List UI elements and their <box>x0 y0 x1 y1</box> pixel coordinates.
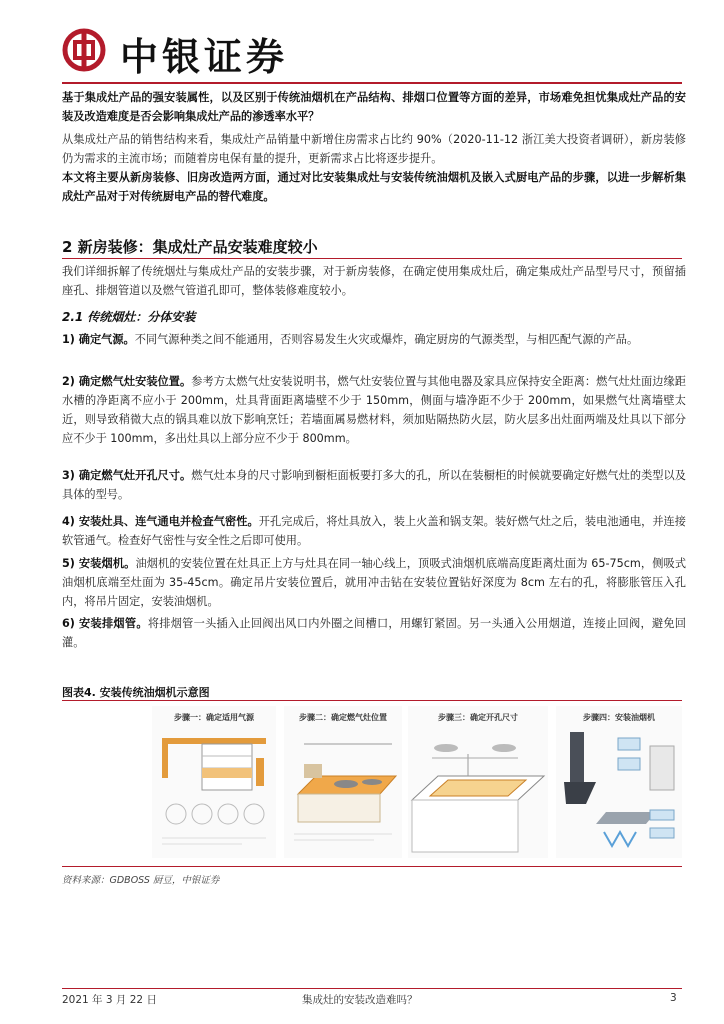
intro-approach: 本文将主要从新房装修、旧房改造两方面，通过对比安装集成灶与安装传统油烟机及嵌入式厨电产品的步骤，以进一步解析集成灶产品对于对传统厨电产品的替代难度。 <box>62 171 686 203</box>
figure-panel-1 <box>152 706 276 858</box>
figure-panel-2 <box>284 706 402 858</box>
brand-name: 中银证券 <box>120 34 289 79</box>
figure-panel-3 <box>408 706 548 858</box>
range-hood-illustration <box>556 724 682 854</box>
gas-source-illustration <box>152 724 276 854</box>
step-6-head: 6) 安装排烟管。 <box>62 617 148 630</box>
footer-divider <box>62 988 682 989</box>
step-6 <box>62 614 686 652</box>
bank-of-china-logo <box>62 28 106 72</box>
step-2 <box>62 372 686 448</box>
figure-title: 图表4. 安装传统油烟机示意图 <box>62 686 210 699</box>
panel-1-label: 步骤一：确定适用气源 <box>174 713 254 722</box>
figure-panel-4 <box>556 706 682 858</box>
step-5-head: 5) 安装烟机。 <box>62 557 136 570</box>
cutout-size-illustration <box>408 724 548 854</box>
section-lead: 我们详细拆解了传统烟灶与集成灶产品的安装步骤，对于新房装修，在确定使用集成灶后，确定集成灶产品型号尺寸，预留插座孔、排烟管道以及燃气管道孔即可，整体装修难度较小。 <box>62 265 686 297</box>
panel-4-label: 步骤四：安装油烟机 <box>583 713 655 722</box>
figure-source: 资料来源：GDBOSS 厨豆，中银证券 <box>62 875 220 886</box>
intro-question: 基于集成灶产品的强安装属性，以及区别于传统油烟机在产品结构、排烟口位置等方面的差异，市场难免担忧集成灶产品的安装及改造难度是否会影响集成灶产品的渗透率水平？ <box>62 91 686 123</box>
figure-bottom-rule <box>62 866 682 867</box>
intro-sales-structure: 从集成灶产品的销售结构来看，集成灶产品销量中新增住房需求占比约 90%（2020-11-12 浙江美大投资者调研），新房装修仍为需求的主流市场；而随着房电保有量的提升，更新需求占比将逐步提升。 <box>62 133 686 165</box>
page-number: 3 <box>670 992 677 1004</box>
footer-date: 2021 年 3 月 22 日 <box>62 994 157 1006</box>
subsection-title: 2.1 传统烟灶：分体安装 <box>62 310 196 324</box>
header-divider <box>62 82 682 84</box>
panel-2-label: 步骤二：确定燃气灶位置 <box>299 713 387 722</box>
step-5 <box>62 554 686 611</box>
step-1-head: 1) 确定气源。 <box>62 333 135 346</box>
step-4-head: 4) 安装灶具、连气通电并检查气密性。 <box>62 515 259 528</box>
stove-position-illustration <box>284 724 402 854</box>
step-5-body: 油烟机的安装位置在灶具正上方与灶具在同一轴心线上，顶吸式油烟机底端高度距离灶面为 65-75cm，侧吸式油烟机底端至灶面为 35-45cm。确定吊片安装位置后，就用冲击钻在安装位置钻好深度为 8cm 左右的孔，将膨胀管压入孔内，将吊片固定，安装油烟机。 <box>62 557 687 608</box>
section-divider <box>62 258 682 259</box>
step-1-body: 不同气源种类之间不能通用，否则容易发生火灾或爆炸，确定厨房的气源类型，与相匹配气源的产品。 <box>134 333 639 346</box>
step-1 <box>62 330 686 349</box>
step-4-body: 开孔完成后，将灶具放入，装上火盖和锅支架。装好燃气灶之后，装电池通电，并连接软管通气。检查好气密性与安全性之后即可使用。 <box>62 515 686 547</box>
footer-title: 集成灶的安装改造难吗？ <box>302 994 418 1006</box>
step-3-head: 3) 确定燃气灶开孔尺寸。 <box>62 469 192 482</box>
step-6-body: 将排烟管一头插入止回阀出风口内外圈之间槽口，用螺钉紧固。另一头通入公用烟道，连接止回阀，避免回灌。 <box>62 617 686 649</box>
step-4 <box>62 512 686 550</box>
section-title: 2 新房装修：集成灶产品安装难度较小 <box>62 238 318 256</box>
figure-top-rule <box>62 700 682 701</box>
step-3 <box>62 466 686 504</box>
step-2-body: 参考方太燃气灶安装说明书，燃气灶安装位置与其他电器及家具应保持安全距离：燃气灶灶面边缘距水槽的净距离不应小于 200mm，灶具背面距离墙壁不少于 150mm，侧面与墙净距不少于 200mm，如果燃气灶离墙壁太近，则导致稍微大点的锅具难以放下影响烹饪；若墙面属易燃材料，须加贴隔热防火层，防火层多出灶面两端及灶具以下部分应不少于 100mm，多出灶具以上部分应不少于 800mm。 <box>62 375 686 445</box>
step-2-head: 2) 确定燃气灶安装位置。 <box>62 375 192 388</box>
panel-3-label: 步骤三：确定开孔尺寸 <box>438 713 518 722</box>
step-3-body: 燃气灶本身的尺寸影响到橱柜面板要打多大的孔，所以在装橱柜的时候就要确定好燃气灶的类型以及具体的型号。 <box>62 469 686 501</box>
